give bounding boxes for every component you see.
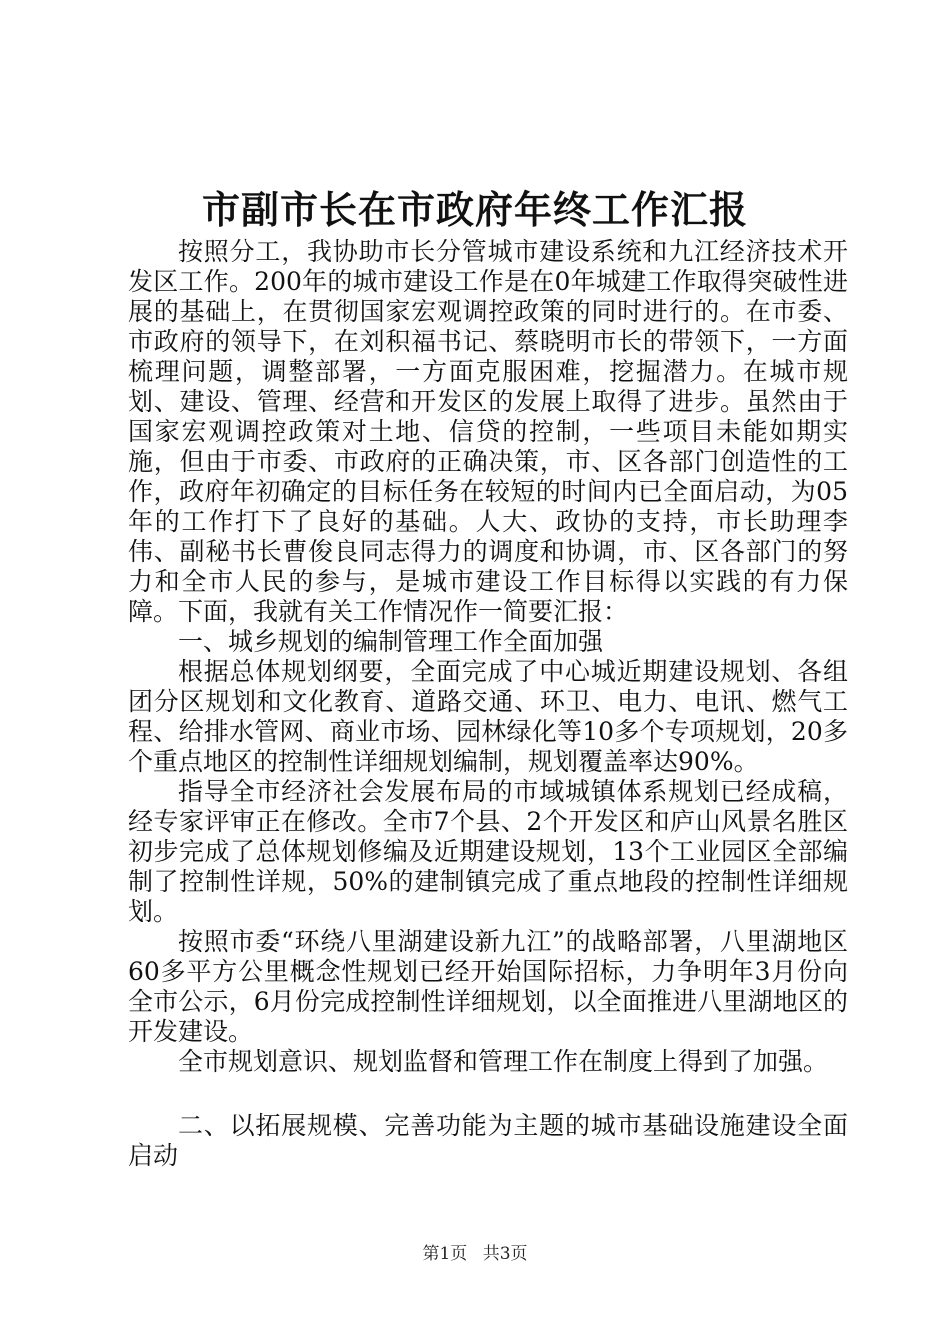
page-total: 共3页	[482, 1244, 528, 1264]
paragraph-intro: 按照分工，我协助市长分管城市建设系统和九江经济技术开发区工作。200年的城市建设工作是在0年城建工作取得突破性进展的基础上，在贯彻国家宏观调控政策的同时进行的。在市委、市政府的领导下，在刘积福书记、蔡晓明市长的带领下，一方面梳理问题，调整部署，一方面克服困难，挖掘潜力。在城市规划、建设、管理、经营和开发区的发展上取得了进步。虽然由于国家宏观调控政策对土地、信贷的控制，一些项目未能如期实施，但由于市委、市政府的正确决策，市、区各部门创造性的工作，政府年初确定的目标任务在较短的时间内已全面启动，为05年的工作打下了良好的基础。人大、政协的支持，市长助理李伟、副秘书长曹俊良同志得力的调度和协调，市、区各部门的努力和全市人民的参与，是城市建设工作目标得以实践的有力保障。下面，我就有关工作情况作一简要汇报：	[128, 237, 848, 626]
page-footer	[0, 1243, 950, 1265]
paragraph-supervision: 全市规划意识、规划监督和管理工作在制度上得到了加强。	[178, 1047, 829, 1076]
document-title: 市副市长在市政府年终工作汇报	[201, 187, 748, 232]
page-number: 第1页	[422, 1244, 468, 1264]
paragraph-urban-system: 指导全市经济社会发展布局的市域城镇体系规划已经成稿，经专家评审正在修改。全市7个县、2个开发区和庐山风景名胜区初步完成了总体规划修编及近期建设规划，13个工业园区全部编制了控制性详规，50%的建制镇完成了重点地段的控制性详细规划。	[128, 777, 848, 926]
section-heading-2: 二、以拓展规模、完善功能为主题的城市基础设施建设全面启动	[128, 1111, 848, 1170]
paragraph-balihu: 按照市委“环绕八里湖建设新九江”的战略部署，八里湖地区60多平方公里概念性规划已经开始国际招标，力争明年3月份向全市公示，6月份完成控制性详细规划，以全面推进八里湖地区的开发建设。	[128, 927, 848, 1046]
section-heading-1: 一、城乡规划的编制管理工作全面加强	[178, 627, 604, 656]
document-body	[128, 237, 848, 1171]
paragraph-planning-completed: 根据总体规划纲要，全面完成了中心城近期建设规划、各组团分区规划和文化教育、道路交通、环卫、电力、电讯、燃气工程、给排水管网、商业市场、园林绿化等10多个专项规划，20多个重点地区的控制性详细规划编制，规划覆盖率达90%。	[128, 657, 848, 776]
